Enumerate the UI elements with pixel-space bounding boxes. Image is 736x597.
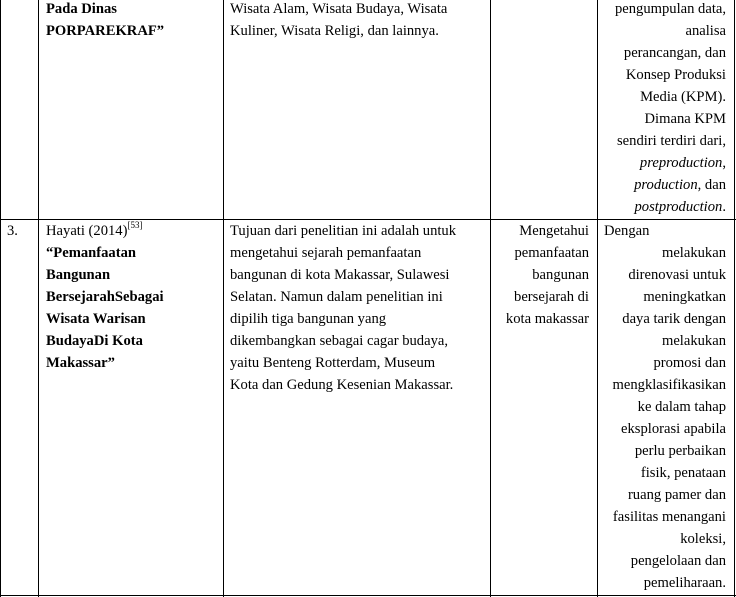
method-line: kota makassar — [505, 311, 589, 327]
term-preproduction: preproduction — [639, 155, 723, 171]
result-line: eksplorasi apabila — [621, 421, 726, 437]
result-line: melakukan — [661, 333, 726, 349]
objective-line: dipilih tiga bangunan yang — [230, 311, 387, 327]
objective-line: bangunan di kota Makassar, Sulawesi — [230, 267, 450, 283]
table-border-bottom — [0, 595, 736, 596]
result-line: fasilitas menangani — [612, 509, 726, 525]
objective-line: Tujuan dari penelitian ini adalah untuk — [230, 223, 457, 239]
prev-result-line-italic — [635, 196, 727, 218]
method-line: pemanfaatan — [514, 245, 589, 261]
author-citation — [46, 220, 142, 242]
reference-number: [53] — [127, 220, 143, 230]
result-line: direnovasi untuk — [628, 267, 726, 283]
table-border-right — [734, 0, 735, 597]
row3-objective-cell — [224, 220, 490, 595]
row3-result-cell — [598, 220, 734, 595]
prev-result-line: Media (KPM). — [640, 89, 726, 105]
prev-result-line-italic — [634, 174, 726, 196]
objective-line: dikembangkan sebagai cagar budaya, — [230, 333, 449, 349]
result-line: meningkatkan — [643, 289, 726, 305]
prev-result-line-italic — [640, 152, 726, 174]
title-line: Bangunan — [46, 267, 111, 283]
prev-result-line: pengumpulan data, — [614, 1, 726, 17]
prev-row-result-cell — [598, 0, 734, 219]
result-line: mengklasifikasikan — [612, 377, 726, 393]
result-line: melakukan — [661, 245, 726, 261]
objective-line: Selatan. Namun dalam penelitian ini — [230, 289, 443, 305]
prev-row-objective-cell — [224, 0, 490, 219]
row3-method-cell — [491, 220, 597, 595]
result-line: perlu perbaikan — [634, 443, 726, 459]
term-production: production — [634, 177, 698, 193]
prev-result-line: sendiri terdiri dari, — [616, 133, 726, 149]
title-line: BudayaDi Kota — [46, 333, 143, 349]
prev-title-line: PORPAREKRAF” — [46, 23, 165, 39]
title-line: BersejarahSebagai — [46, 289, 164, 305]
objective-line: yaitu Benteng Rotterdam, Museum — [230, 355, 436, 371]
prev-result-line: analisa — [685, 23, 726, 39]
result-line: koleksi, — [680, 531, 726, 547]
result-line: pengelolaan dan — [630, 553, 726, 569]
prev-result-line: Dimana KPM — [644, 111, 726, 127]
prev-row-title-cell — [39, 0, 223, 219]
result-line: ke dalam tahap — [637, 399, 726, 415]
title-line: “Pemanfaatan — [46, 245, 136, 261]
prev-result-line: Konsep Produksi — [625, 67, 726, 83]
result-line: ruang pamer dan — [627, 487, 726, 503]
conjunction: , dan — [697, 177, 726, 193]
result-line: Dengan — [604, 223, 650, 239]
row-number: 3. — [7, 223, 18, 239]
result-line: daya tarik dengan — [622, 311, 726, 327]
term-postproduction: postproduction — [634, 199, 723, 215]
method-line: bangunan — [532, 267, 589, 283]
title-line: Makassar” — [46, 355, 115, 371]
row3-title-cell — [39, 220, 223, 595]
prev-title-line: Pada Dinas — [46, 1, 117, 17]
author: Hayati (2014) — [46, 223, 128, 239]
objective-line: mengetahui sejarah pemanfaatan — [230, 245, 422, 261]
prev-objective-line: Wisata Alam, Wisata Budaya, Wisata — [230, 1, 448, 17]
method-line: Mengetahui — [519, 223, 589, 239]
result-line: promosi dan — [653, 355, 726, 371]
period: . — [722, 199, 726, 215]
prev-objective-line: Kuliner, Wisata Religi, dan lainnya. — [230, 23, 439, 39]
objective-line: Kota dan Gedung Kesenian Makassar. — [230, 377, 454, 393]
result-line: fisik, penataan — [640, 465, 726, 481]
prev-result-line: perancangan, dan — [623, 45, 726, 61]
title-line: Wisata Warisan — [46, 311, 146, 327]
comma: , — [722, 155, 726, 171]
row3-number-cell — [1, 220, 38, 595]
method-line: bersejarah di — [514, 289, 589, 305]
result-line: pemeliharaan. — [643, 575, 726, 591]
